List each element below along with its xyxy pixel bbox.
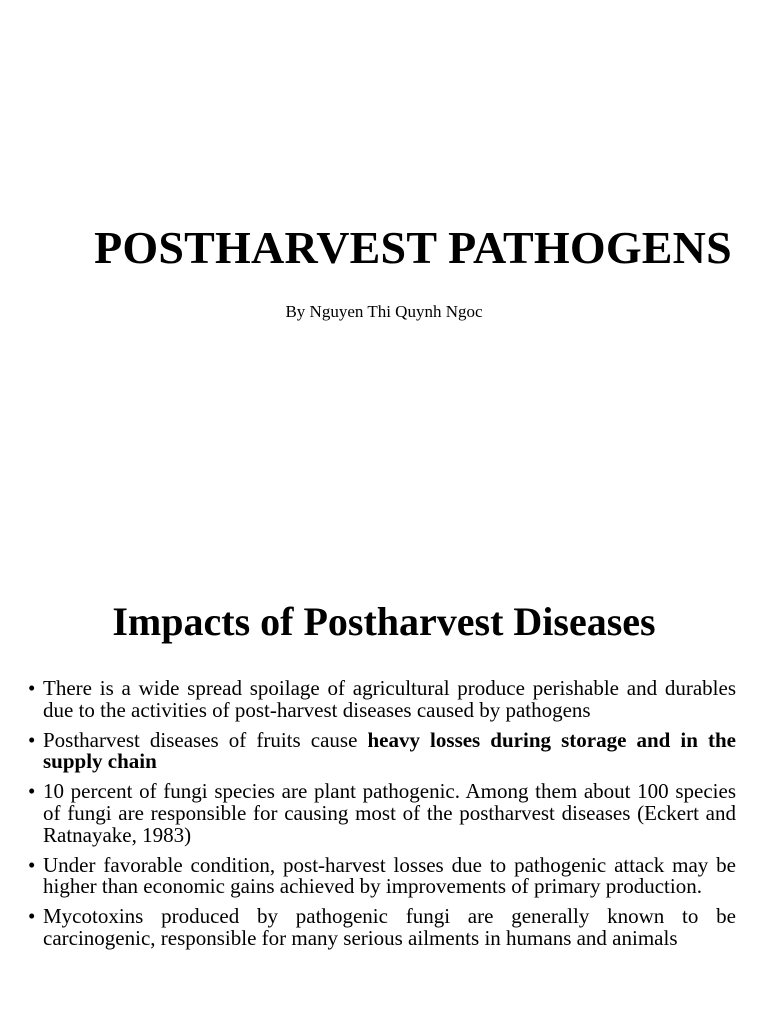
slide-title: Impacts of Postharvest Diseases — [112, 599, 656, 644]
bullet-text: Under favorable condition, post-harvest losses due to pathogenic attack may be higher than economic gains achieved by improvements of primary production. — [43, 852, 736, 899]
bullet-text: 10 percent of fungi species are plant pathogenic. Among them about 100 species of fungi are responsible for causing most of the postharvest diseases (Eckert and Ratnayake, 1983) — [43, 779, 736, 847]
bullet-marker: • — [28, 779, 36, 804]
bullet-item — [28, 678, 736, 722]
bullet-text-emphasis: heavy losses during storage and in the supply chain — [43, 727, 736, 774]
bullet-item — [28, 906, 736, 950]
content-slide — [0, 576, 768, 1024]
bullet-marker: • — [28, 904, 36, 929]
bullet-marker: • — [28, 676, 36, 700]
bullet-text: Mycotoxins produced by pathogenic fungi are generally known to be carcinogenic, responsible for many serious ailments in humans and animals — [43, 904, 736, 950]
author-line: By Nguyen Thi Quynh Ngoc — [285, 302, 483, 321]
bullet-text: There is a wide spread spoilage of agricultural produce perishable and durables due to the activities of post-harvest diseases caused by pathogens — [43, 676, 736, 722]
bullet-list — [28, 678, 736, 958]
bullet-item — [28, 852, 736, 899]
bullet-item — [28, 781, 736, 846]
bullet-item — [28, 727, 736, 774]
bullet-marker: • — [28, 852, 36, 877]
bullet-text: Postharvest diseases of fruits cause — [43, 727, 368, 752]
bullet-marker: • — [28, 727, 36, 752]
presentation-title: POSTHARVEST PATHOGENS — [94, 222, 732, 273]
